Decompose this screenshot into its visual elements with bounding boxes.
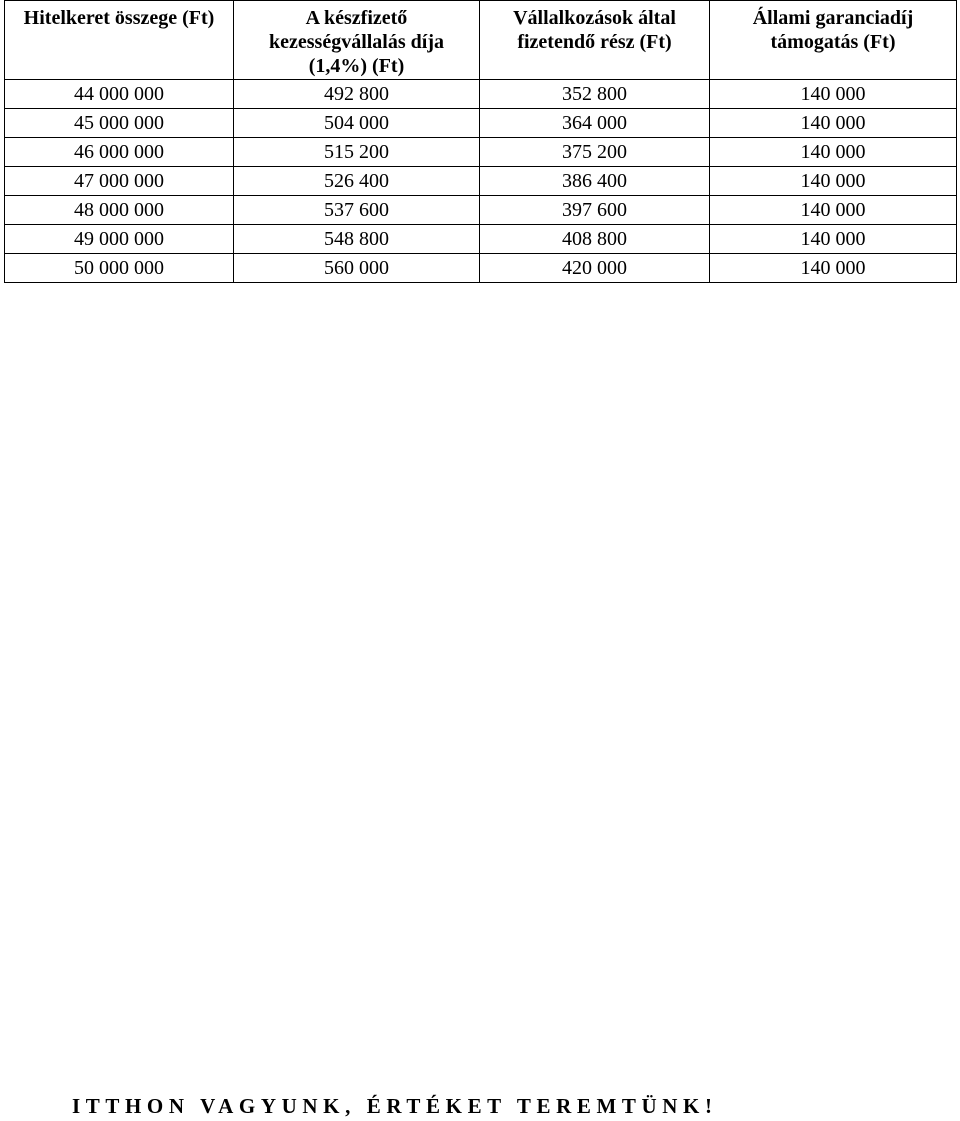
cell-state-fee-support: 140 000	[710, 167, 957, 196]
cell-business-payable-part: 420 000	[480, 254, 710, 283]
footer-slogan: ITTHON VAGYUNK, ÉRTÉKET TEREMTÜNK!	[72, 1094, 718, 1118]
cell-guarantee-fee: 492 800	[234, 80, 480, 109]
cell-business-payable-part: 397 600	[480, 196, 710, 225]
cell-business-payable-part: 364 000	[480, 109, 710, 138]
header-credit-line-amount: Hitelkeret összege (Ft)	[5, 1, 234, 80]
cell-credit-line-amount: 48 000 000	[5, 196, 234, 225]
cell-credit-line-amount: 49 000 000	[5, 225, 234, 254]
cell-state-fee-support: 140 000	[710, 109, 957, 138]
cell-guarantee-fee: 537 600	[234, 196, 480, 225]
table-body	[5, 80, 957, 283]
cell-state-fee-support: 140 000	[710, 196, 957, 225]
table-row	[5, 196, 957, 225]
header-row	[5, 1, 957, 80]
cell-guarantee-fee: 560 000	[234, 254, 480, 283]
cell-credit-line-amount: 44 000 000	[5, 80, 234, 109]
header-business-payable-part: Vállalkozások által fizetendő rész (Ft)	[480, 1, 710, 80]
guarantee-fee-table	[4, 0, 957, 283]
cell-credit-line-amount: 47 000 000	[5, 167, 234, 196]
cell-state-fee-support: 140 000	[710, 254, 957, 283]
table-row	[5, 167, 957, 196]
cell-state-fee-support: 140 000	[710, 80, 957, 109]
table-row	[5, 80, 957, 109]
cell-guarantee-fee: 515 200	[234, 138, 480, 167]
table-row	[5, 109, 957, 138]
cell-guarantee-fee: 548 800	[234, 225, 480, 254]
table-row	[5, 138, 957, 167]
cell-state-fee-support: 140 000	[710, 225, 957, 254]
cell-business-payable-part: 352 800	[480, 80, 710, 109]
table-header	[5, 1, 957, 80]
cell-credit-line-amount: 45 000 000	[5, 109, 234, 138]
cell-business-payable-part: 375 200	[480, 138, 710, 167]
cell-business-payable-part: 386 400	[480, 167, 710, 196]
cell-guarantee-fee: 526 400	[234, 167, 480, 196]
cell-guarantee-fee: 504 000	[234, 109, 480, 138]
table-row	[5, 225, 957, 254]
cell-credit-line-amount: 46 000 000	[5, 138, 234, 167]
table-row	[5, 254, 957, 283]
cell-credit-line-amount: 50 000 000	[5, 254, 234, 283]
header-state-fee-support: Állami garanciadíj támogatás (Ft)	[710, 1, 957, 80]
cell-state-fee-support: 140 000	[710, 138, 957, 167]
cell-business-payable-part: 408 800	[480, 225, 710, 254]
header-guarantee-fee: A készfizető kezességvállalás díja (1,4%) (Ft)	[234, 1, 480, 80]
